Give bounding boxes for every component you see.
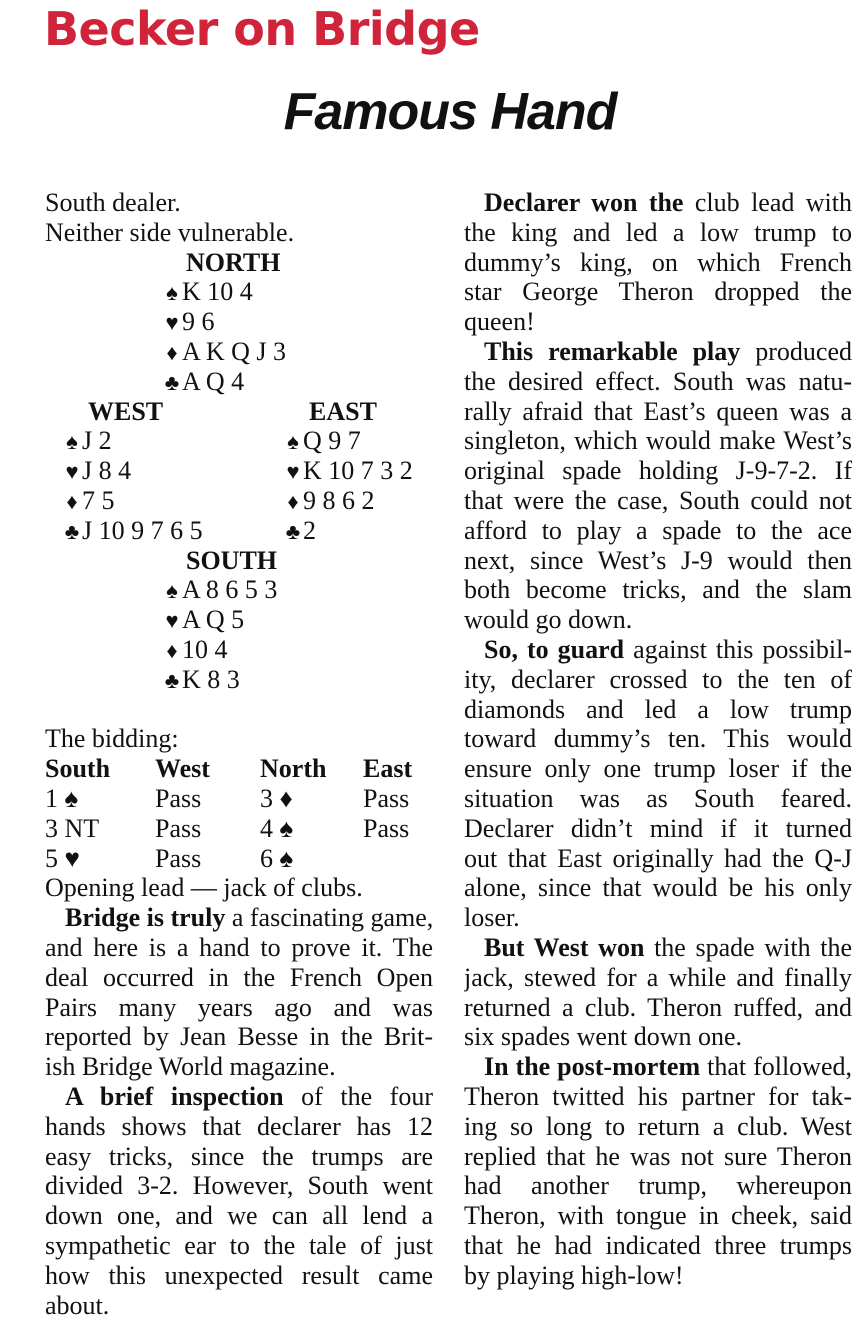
south-clubs: ♣ K 8 3 — [162, 665, 240, 696]
article-line — [45, 933, 433, 963]
line-text: club lead with — [683, 188, 852, 217]
line-text: sympathetic ear to the tale of just — [45, 1230, 433, 1260]
article-line — [464, 933, 852, 963]
article-line — [45, 993, 433, 1023]
west-hearts: ♥ J 8 4 — [62, 456, 131, 487]
article-line — [464, 605, 852, 635]
line-text: returned a club. Theron ruffed, and — [464, 992, 852, 1022]
line-text: the king and led a low trump to — [464, 217, 852, 247]
north-label: NORTH — [186, 247, 281, 277]
bidding-row — [45, 784, 433, 814]
bid-cell: 3 NT — [45, 813, 100, 843]
bidding-header-row — [45, 754, 433, 784]
south-hearts: ♥ A Q 5 — [162, 605, 244, 636]
line-text: replied that he was not sure Theron — [464, 1141, 852, 1171]
article-line — [464, 814, 852, 844]
article-line — [464, 1171, 852, 1201]
lead-in-text: Declarer won the — [484, 188, 684, 217]
line-text: Theron twitted his partner for tak- — [464, 1081, 852, 1111]
lead-in-text: A brief inspection — [65, 1081, 284, 1111]
line-text: that were the case, South could not — [464, 485, 852, 515]
line-text: ing so long to return a club. West — [464, 1111, 852, 1141]
article-line — [464, 784, 852, 814]
line-text: next, since West’s J-9 would then — [464, 545, 852, 575]
line-text: deal occurred in the French Open — [45, 962, 433, 992]
article-line — [464, 367, 852, 397]
lead-in-text: This remarkable play — [484, 336, 741, 366]
article-line — [464, 456, 852, 486]
line-text: rally afraid that East’s queen was a — [464, 396, 852, 426]
line-text: dummy’s king, on which French — [464, 247, 852, 277]
spade-icon: ♠ — [287, 429, 299, 455]
article-line — [464, 903, 852, 933]
spade-icon: ♠ — [166, 578, 178, 604]
article-line — [45, 903, 433, 933]
right-column — [464, 188, 852, 1290]
article-line — [464, 1052, 852, 1082]
line-text: queen! — [464, 307, 535, 337]
article-line — [464, 1112, 852, 1142]
east-label: EAST — [309, 396, 377, 426]
article-line — [464, 426, 852, 456]
vulnerability-line: Neither side vulnerable. — [45, 217, 295, 247]
line-text: would go down. — [464, 605, 633, 635]
line-text: easy tricks, since the trumps are — [45, 1141, 433, 1171]
bid-header-east: East — [363, 754, 413, 784]
line-text: hands shows that declarer has 12 — [45, 1111, 433, 1141]
article-line — [45, 1112, 433, 1142]
line-text: situation was as South feared. — [464, 783, 852, 813]
line-text: alone, since that would be his only — [464, 873, 852, 903]
heart-icon: ♥ — [165, 608, 179, 634]
line-text: toward dummy’s ten. This would — [464, 724, 852, 754]
bridge-diagram — [45, 248, 433, 725]
east-spades: ♠ Q 9 7 — [283, 426, 361, 457]
heart-icon: ♥ — [165, 310, 179, 336]
left-column — [45, 188, 433, 1320]
east-diamonds: ♦ 9 8 6 2 — [283, 486, 375, 517]
article-line — [45, 1291, 433, 1321]
article-line — [464, 873, 852, 903]
opening-lead: Opening lead — jack of clubs. — [45, 873, 363, 903]
article-line — [464, 277, 852, 307]
bid-cell: 4 ♠ — [260, 813, 294, 843]
article-line — [464, 248, 852, 278]
line-text: Theron, with tongue in cheek, said — [464, 1201, 852, 1231]
line-text: six spades went down one. — [464, 1022, 743, 1052]
bid-cell: 5 ♥ — [45, 843, 80, 873]
article-line — [464, 516, 852, 546]
line-text: produced — [740, 336, 852, 366]
line-text: ensure only one trump loser if the — [464, 754, 852, 784]
west-spades: ♠ J 2 — [62, 426, 112, 457]
line-text: reported by Jean Besse in the Brit- — [45, 1022, 433, 1052]
article-line — [45, 1082, 433, 1112]
lead-in-text: But West won — [484, 932, 645, 962]
east-clubs: ♣ 2 — [283, 516, 316, 547]
article-line — [464, 1142, 852, 1172]
bid-cell: 3 ♦ — [260, 783, 293, 813]
heart-icon: ♥ — [286, 459, 300, 485]
lead-in-text: Bridge is truly — [65, 903, 226, 933]
line-text: down one, and we can all lend a — [45, 1201, 433, 1231]
bid-header-west: West — [155, 754, 210, 784]
line-text: a fascinating game, — [225, 903, 433, 933]
club-icon: ♣ — [164, 369, 180, 395]
bidding-title: The bidding: — [45, 724, 179, 754]
line-text: of the four — [283, 1081, 433, 1111]
dealer-line: South dealer. — [45, 188, 181, 217]
spade-icon: ♠ — [166, 280, 178, 306]
bid-cell: 1 ♠ — [45, 783, 79, 813]
east-hearts: ♥ K 10 7 3 2 — [283, 456, 413, 487]
bid-cell: Pass — [155, 783, 202, 813]
lead-in-text: So, to guard — [484, 634, 625, 664]
line-text: loser. — [464, 903, 520, 933]
article-line — [464, 337, 852, 367]
article-line — [464, 1261, 852, 1291]
diamond-icon: ♦ — [287, 488, 299, 514]
article-line — [45, 1052, 433, 1082]
club-icon: ♣ — [285, 518, 301, 544]
article-line — [464, 993, 852, 1023]
line-text: that he had indicated three trumps — [464, 1230, 852, 1260]
line-text: jack, stewed for a while and finally — [464, 962, 852, 992]
article-line — [464, 635, 852, 665]
line-text: the spade with the — [644, 932, 852, 962]
club-icon: ♣ — [64, 518, 80, 544]
diamond-icon: ♦ — [166, 339, 178, 365]
south-diamonds: ♦ 10 4 — [162, 635, 228, 666]
article-line — [464, 188, 852, 218]
line-text: diamonds and led a low trump — [464, 694, 852, 724]
left-article-text — [45, 903, 433, 1320]
heart-icon: ♥ — [65, 459, 79, 485]
article-line — [464, 695, 852, 725]
article-line — [464, 665, 852, 695]
north-spades: ♠ K 10 4 — [162, 277, 253, 308]
line-text: Pairs many years ago and was — [45, 992, 433, 1022]
article-line — [464, 486, 852, 516]
article-line — [45, 1022, 433, 1052]
article-line — [45, 963, 433, 993]
line-text: original spade holding J-9-7-2. If — [464, 456, 852, 486]
article-line — [464, 1022, 852, 1052]
article-line — [464, 963, 852, 993]
bid-cell: Pass — [363, 813, 410, 843]
article-line — [464, 546, 852, 576]
north-hearts: ♥ 9 6 — [162, 307, 215, 338]
article-line — [45, 1171, 433, 1201]
bid-cell: 6 ♠ — [260, 843, 294, 873]
bidding-row — [45, 814, 433, 844]
line-text: how this unexpected result came — [45, 1260, 433, 1290]
line-text: divided 3-2. However, South went — [45, 1171, 433, 1201]
line-text: ish Bridge World magazine. — [45, 1052, 336, 1082]
article-line — [45, 1142, 433, 1172]
line-text: and here is a hand to prove it. The — [45, 932, 433, 962]
article-line — [45, 1261, 433, 1291]
spade-icon: ♠ — [66, 429, 78, 455]
line-text: singleton, which would make West’s — [464, 426, 852, 456]
south-label: SOUTH — [186, 545, 278, 575]
article-line — [45, 1231, 433, 1261]
right-article-text — [464, 188, 852, 1290]
line-text: by playing high-low! — [464, 1260, 684, 1290]
masthead-title: Becker on Bridge — [44, 2, 480, 56]
bid-cell: Pass — [155, 843, 202, 873]
lead-in-text: In the post-mortem — [484, 1052, 701, 1082]
article-line — [464, 1201, 852, 1231]
line-text: about. — [45, 1290, 110, 1320]
line-text: Declarer didn’t mind if it turned — [464, 813, 852, 843]
diamond-icon: ♦ — [66, 488, 78, 514]
line-text: against this possibil- — [624, 634, 852, 664]
line-text: out that East originally had the Q-J — [464, 843, 852, 873]
article-line — [464, 754, 852, 784]
bid-header-north: North — [260, 754, 327, 784]
line-text: both become tricks, and the slam — [464, 575, 852, 605]
west-diamonds: ♦ 7 5 — [62, 486, 115, 517]
article-line — [464, 724, 852, 754]
line-text: afford to play a spade to the ace — [464, 515, 852, 545]
south-spades: ♠ A 8 6 5 3 — [162, 575, 277, 606]
line-text: star George Theron dropped the — [464, 277, 852, 307]
article-subtitle: Famous Hand — [283, 83, 617, 141]
bid-cell: Pass — [155, 813, 202, 843]
line-text: had another trump, whereupon — [464, 1171, 852, 1201]
north-clubs: ♣ A Q 4 — [162, 367, 244, 398]
line-text: the desired effect. South was natu- — [464, 366, 852, 396]
article-line — [464, 218, 852, 248]
article-line — [464, 397, 852, 427]
line-text: ity, declarer crossed to the ten of — [464, 664, 852, 694]
club-icon: ♣ — [164, 667, 180, 693]
article-line — [464, 1082, 852, 1112]
article-line — [45, 1201, 433, 1231]
west-label: WEST — [88, 396, 164, 426]
bid-cell: Pass — [363, 783, 410, 813]
article-line — [464, 844, 852, 874]
bidding-row — [45, 844, 433, 874]
article-line — [464, 575, 852, 605]
article-line — [464, 1231, 852, 1261]
bid-header-south: South — [45, 754, 111, 784]
diamond-icon: ♦ — [166, 637, 178, 663]
article-line — [464, 307, 852, 337]
line-text: that followed, — [700, 1052, 852, 1082]
north-diamonds: ♦ A K Q J 3 — [162, 337, 286, 368]
west-clubs: ♣ J 10 9 7 6 5 — [62, 516, 203, 547]
